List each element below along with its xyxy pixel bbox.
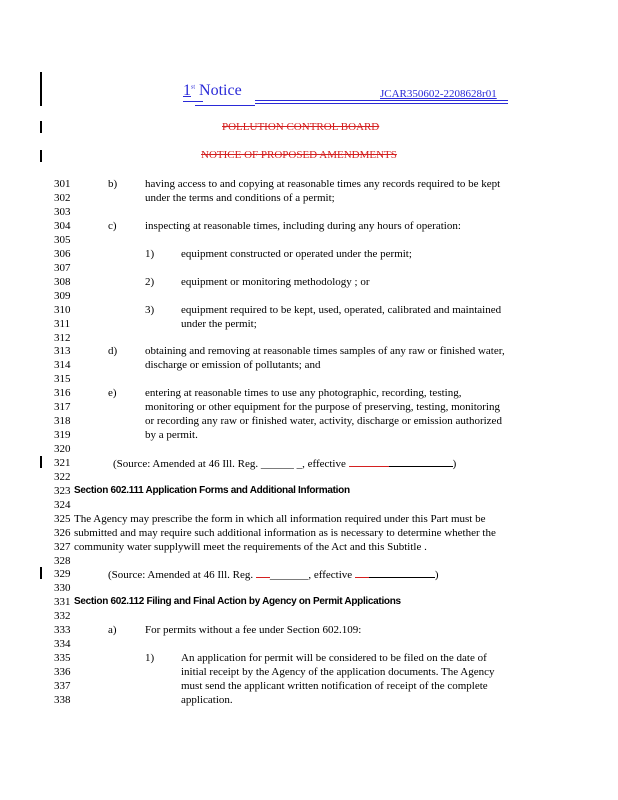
line-number: 337 [54,680,71,692]
source-note-close: ) [452,458,457,470]
line-number: 305 [54,234,71,246]
line-number: 303 [54,206,71,218]
line-number: 307 [54,262,71,274]
line-number: 338 [54,694,71,706]
line-number: 334 [54,638,71,650]
item-text: inspecting at reasonable times, including during any hours of operation: [145,220,461,232]
board-title: POLLUTION CONTROL BOARD [222,121,380,133]
source-note-text: (Source: Amended at 46 Ill. Reg. ______ _, effective [113,458,346,470]
change-bar [40,72,42,106]
line-number: 327 [54,541,71,553]
notice-suffix: st [191,84,196,91]
item-text: by a permit. [145,429,198,441]
line-number: 302 [54,192,71,204]
line-number: 304 [54,220,71,232]
effective-date-blank [355,568,369,578]
change-bar [40,150,42,162]
paragraph-line: The Agency may prescribe the form in which all information required under this Part must be [74,513,486,525]
subitem-text: must send the applicant written notification of receipt of the complete [181,680,488,692]
item-label: d) [108,345,118,357]
line-number: 333 [54,624,71,636]
line-number: 315 [54,373,71,385]
register-issue-blank [256,568,270,578]
subitem-text: equipment or monitoring methodology ; or [181,276,370,288]
line-number: 311 [54,318,71,330]
line-number: 301 [54,178,71,190]
subitem-label: 1) [145,248,155,260]
item-text: monitoring or other equipment for the purpose of preserving, testing, monitoring [145,401,500,413]
line-number: 308 [54,276,71,288]
line-number: 317 [54,401,71,413]
doc-id: JCAR350602-2208628r01 [380,88,497,100]
line-number: 325 [54,513,71,525]
change-bar [40,121,42,133]
change-bar [40,456,42,468]
line-number: 313 [54,345,71,357]
subitem-text: equipment required to be kept, used, operated, calibrated and maintained [181,304,502,316]
doc-id-underline [255,100,508,101]
section-heading: Section 602.111 Application Forms and Additional Information [74,485,350,496]
item-label: c) [108,220,117,232]
line-number: 336 [54,666,71,678]
item-text: discharge or emission of pollutants; and [145,359,321,371]
effective-date-blank [349,457,389,467]
line-number: 314 [54,359,71,371]
item-text: obtaining and removing at reasonable times samples of any raw or finished water, [145,345,505,357]
item-label: a) [108,624,117,636]
doc-id-underline [255,103,508,104]
paragraph-line: submitted and may require such additional information as is necessary to determine whether the [74,527,496,539]
line-number: 335 [54,652,71,664]
source-note-text: _______, effective [269,569,353,581]
effective-date-blank [389,457,453,467]
line-number: 309 [54,290,71,302]
subitem-label: 2) [145,276,155,288]
subitem-text: initial receipt by the Agency of the application documents. The Agency [181,666,495,678]
source-note-close: ) [434,569,439,581]
line-number: 312 [54,332,71,344]
item-label: b) [108,178,118,190]
notice-underline [195,105,255,106]
line-number: 324 [54,499,71,511]
line-number: 331 [54,596,71,608]
line-number: 318 [54,415,71,427]
section-heading: Section 602.112 Filing and Final Action by Agency on Permit Applications [74,596,401,607]
notice-number: 1 [183,82,191,99]
line-number: 316 [54,387,71,399]
notice-underline [183,101,203,102]
source-note [108,568,439,581]
line-number: 319 [54,429,71,441]
item-label: e) [108,387,117,399]
subitem-text: under the permit; [181,318,257,330]
notice-subtitle: NOTICE OF PROPOSED AMENDMENTS [201,149,397,161]
item-text: or recording any raw or finished water, activity, discharge or emission authorized [145,415,502,427]
subitem-text: An application for permit will be considered to be filed on the date of [181,652,487,664]
line-number: 323 [54,485,71,497]
source-note-text: (Source: Amended at 46 Ill. Reg. [108,569,254,581]
subitem-text: application. [181,694,233,706]
subitem-label: 1) [145,652,155,664]
item-text: having access to and copying at reasonable times any records required to be kept [145,178,501,190]
paragraph-line: community water supplywill meet the requirements of the Act and this Subtitle . [74,541,427,553]
subitem-text: equipment constructed or operated under the permit; [181,248,412,260]
notice-title [183,82,242,100]
line-number: 321 [54,457,71,469]
line-number: 306 [54,248,71,260]
item-text: entering at reasonable times to use any photographic, recording, testing, [145,387,462,399]
line-number: 329 [54,568,71,580]
line-number: 310 [54,304,71,316]
item-text: under the terms and conditions of a permit; [145,192,335,204]
item-text: For permits without a fee under Section 602.109: [145,624,362,636]
line-number: 326 [54,527,71,539]
line-number: 322 [54,471,71,483]
line-number: 328 [54,555,71,567]
notice-label: Notice [199,82,242,99]
subitem-label: 3) [145,304,155,316]
line-number: 320 [54,443,71,455]
line-number: 330 [54,582,71,594]
line-number: 332 [54,610,71,622]
source-note [113,457,456,470]
effective-date-blank [369,568,435,578]
change-bar [40,567,42,579]
